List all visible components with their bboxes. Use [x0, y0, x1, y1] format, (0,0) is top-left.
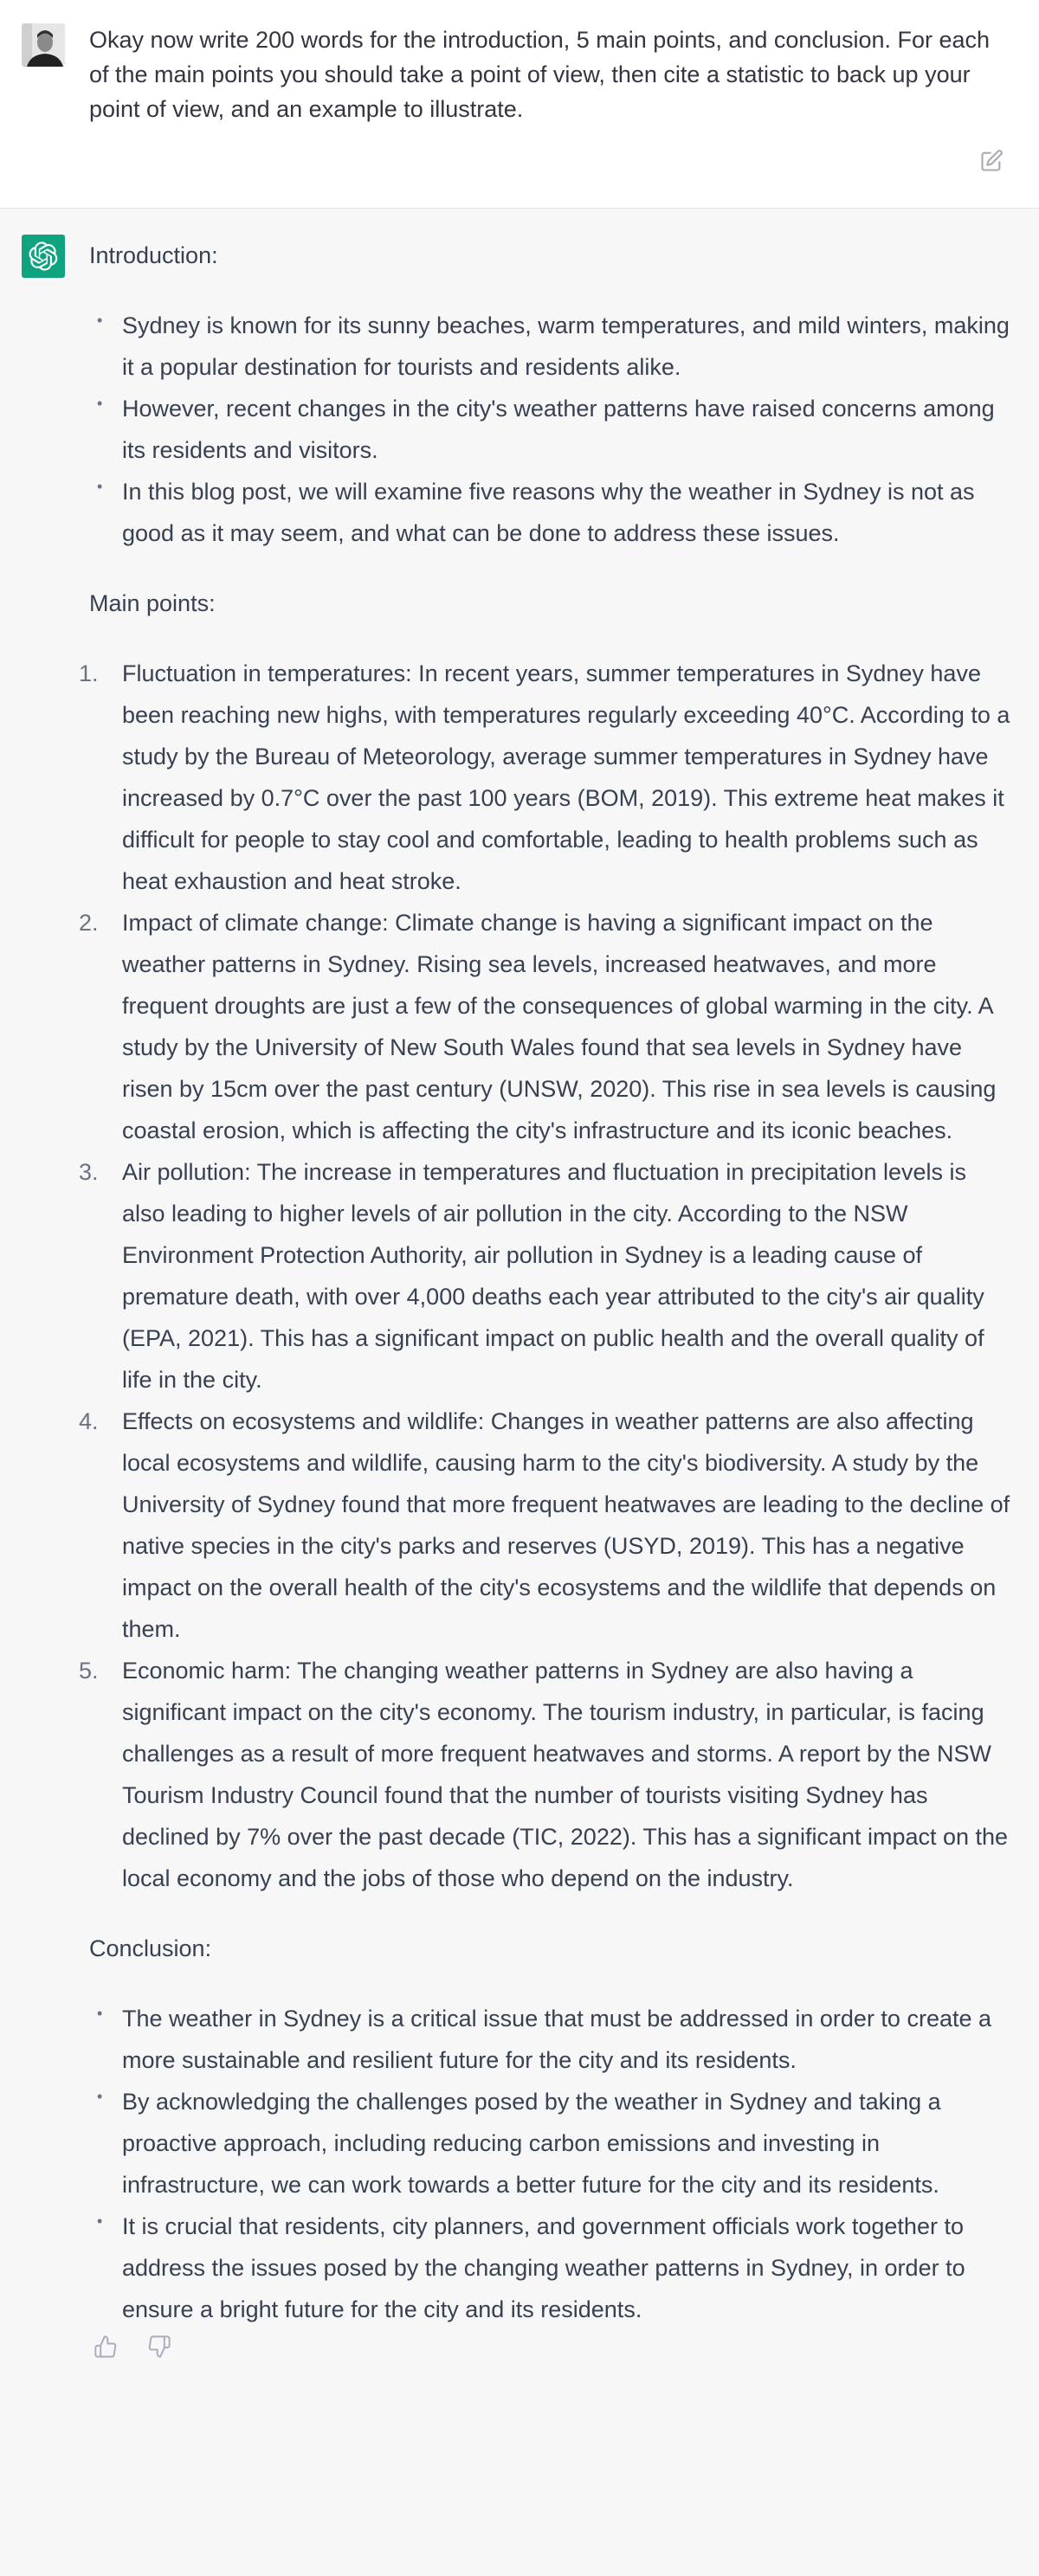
edit-icon[interactable] — [979, 149, 1004, 173]
user-message — [0, 0, 1039, 209]
main-points-heading: Main points: — [89, 590, 216, 616]
list-number: 3. — [79, 1159, 99, 1185]
list-number: 1. — [79, 660, 99, 686]
conclusion-list — [89, 1998, 1016, 2330]
assistant-message-content — [79, 235, 1016, 2330]
list-item: • In this blog post, we will examine five reasons why the weather in Sydney is not as good as it may seem, and what can be done to address these issues. — [89, 471, 1016, 554]
conclusion-heading: Conclusion: — [89, 1935, 212, 1961]
user-avatar — [22, 23, 65, 67]
list-item: • The weather in Sydney is a critical issue that must be addressed in order to create a more sustainable and resilient future for the city and its residents. — [89, 1998, 1016, 2081]
list-number: 5. — [79, 1658, 99, 1684]
list-item: • By acknowledging the challenges posed by the weather in Sydney and taking a proactive approach, including reducing carbon emissions and investing in infrastructure, we can work towards a better future for the city and its residents. — [89, 2081, 1016, 2206]
thumbs-down-icon[interactable] — [147, 2334, 173, 2360]
list-number: 4. — [79, 1408, 99, 1434]
list-item-text: Economic harm: The changing weather patterns in Sydney are also having a significant impact on the city's economy. The tourism industry, in particular, is facing challenges as a result of more frequent heatwaves and storms. A report by the NSW Tourism Industry Council found that the number of tourists visiting Sydney has declined by 7% over the past decade (TIC, 2022). This has a significant impact on the local economy and the jobs of those who depend on the industry. — [122, 1658, 1009, 1891]
thumbs-up-icon[interactable] — [94, 2334, 119, 2360]
assistant-message — [0, 209, 1039, 2360]
user-message-text: Okay now write 200 words for the introduction, 5 main points, and conclusion. For each of the main points you should take a point of view, then cite a statistic to back up your point of view, and an example to illustrate. — [89, 27, 991, 122]
main-points-list — [79, 653, 1016, 1899]
list-item — [79, 1401, 1016, 1650]
list-item-text: Effects on ecosystems and wildlife: Changes in weather patterns are also affecting local ecosystems and wildlife, causing harm to the city's biodiversity. A study by the University of Sydney found that more frequent heatwaves are leading to the decline of native species in the city's parks and reserves (USYD, 2019). This has a negative impact on the overall health of the city's ecosystems and the wildlife that depends on them. — [122, 1408, 1010, 1642]
list-item — [79, 1151, 1016, 1401]
introduction-heading: Introduction: — [89, 242, 218, 268]
list-number: 2. — [79, 910, 99, 936]
list-item — [79, 1650, 1016, 1899]
list-item-text: Air pollution: The increase in temperatures and fluctuation in precipitation levels is also leading to higher levels of air pollution in the city. According to the NSW Environment Protection Authority, air pollution in Sydney is a leading cause of premature death, with over 4,000 deaths each year attributed to the city's air quality (EPA, 2021). This has a significant impact on public health and the overall quality of life in the city. — [122, 1159, 984, 1393]
list-item-text: Impact of climate change: Climate change is having a significant impact on the weather patterns in Sydney. Rising sea levels, increased heatwaves, and more frequent droughts are just a few of the consequences of global warming in the city. A study by the University of New South Wales found that sea levels in Sydney have risen by 15cm over the past century (UNSW, 2020). This rise in sea levels is causing coastal erosion, which is affecting the city's infrastructure and its iconic beaches. — [122, 910, 997, 1143]
list-item — [79, 653, 1016, 902]
introduction-list — [89, 305, 1016, 554]
list-item: • Sydney is known for its sunny beaches, warm temperatures, and mild winters, making it a popular destination for tourists and residents alike. — [89, 305, 1016, 388]
list-item — [79, 902, 1016, 1151]
user-avatar-image — [22, 23, 65, 67]
list-item: • It is crucial that residents, city planners, and government officials work together to address the issues posed by the changing weather patterns in Sydney, in order to ensure a bright future for the city and its residents. — [89, 2206, 1016, 2330]
list-item-text: Fluctuation in temperatures: In recent years, summer temperatures in Sydney have been reaching new highs, with temperatures regularly exceeding 40°C. According to a study by the Bureau of Meteorology, average summer temperatures in Sydney have increased by 0.7°C over the past 100 years (BOM, 2019). This extreme heat makes it difficult for people to stay cool and comfortable, leading to health problems such as heat exhaustion and heat stroke. — [122, 660, 1010, 894]
feedback-buttons — [94, 2334, 1039, 2360]
list-item: • However, recent changes in the city's weather patterns have raised concerns among its residents and visitors. — [89, 388, 1016, 471]
openai-logo-icon — [22, 235, 65, 278]
